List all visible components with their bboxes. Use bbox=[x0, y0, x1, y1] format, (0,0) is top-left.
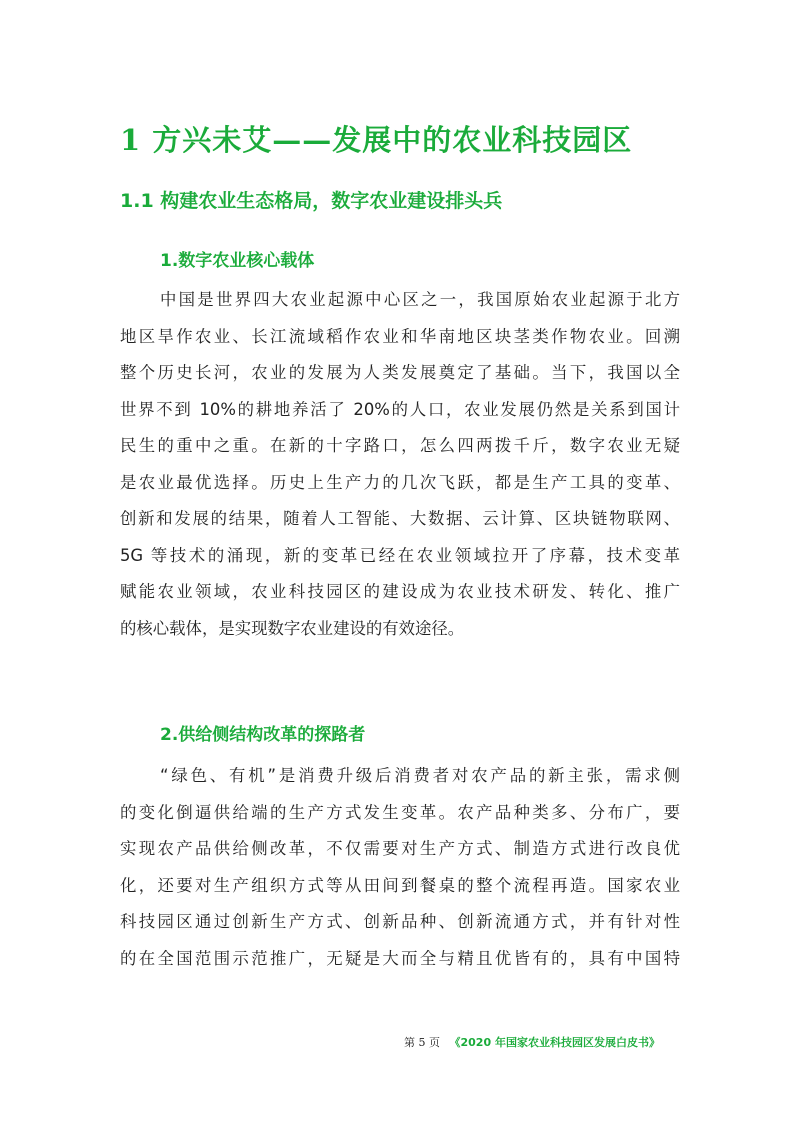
chapter-title: 1 方兴未艾——发展中的农业科技园区 bbox=[120, 123, 633, 157]
paragraph-line: “绿色、有机”是消费升级后消费者对农产品的新主张，需求侧 bbox=[160, 766, 680, 785]
paragraph-1 bbox=[120, 282, 680, 647]
paragraph-line: 中国是世界四大农业起源中心区之一，我国原始农业起源于北方 bbox=[160, 290, 680, 309]
paragraph-line: 世界不到 10%的耕地养活了 20%的人口，农业发展仍然是关系到国计 bbox=[120, 399, 680, 419]
paragraph-line: 的核心载体，是实现数字农业建设的有效途径。 bbox=[120, 618, 465, 638]
paragraph-line: 5G 等技术的涌现，新的变革已经在农业领域拉开了序幕，技术变革 bbox=[120, 545, 680, 565]
page-number: 第 5 页 bbox=[404, 1036, 440, 1049]
subsection-title-2: 2.供给侧结构改革的探路者 bbox=[160, 725, 366, 745]
page-footer bbox=[404, 1034, 660, 1050]
document-title: 《2020 年国家农业科技园区发展白皮书》 bbox=[449, 1036, 660, 1049]
paragraph-line: 的在全国范围示范推广，无疑是大而全与精且优皆有的，具有中国特 bbox=[120, 948, 680, 968]
paragraph-2 bbox=[120, 758, 680, 977]
paragraph-line: 创新和发展的结果，随着人工智能、大数据、云计算、区块链物联网、 bbox=[120, 509, 680, 528]
paragraph-line: 化，还要对生产组织方式等从田间到餐桌的整个流程再造。国家农业 bbox=[120, 875, 680, 895]
subsection-title-1: 1.数字农业核心载体 bbox=[160, 251, 315, 271]
paragraph-line: 的变化倒逼供给端的生产方式发生变革。农产品种类多、分布广，要 bbox=[120, 802, 680, 822]
section-title: 1.1 构建农业生态格局，数字农业建设排头兵 bbox=[120, 190, 503, 212]
paragraph-line: 是农业最优选择。历史上生产力的几次飞跃，都是生产工具的变革、 bbox=[120, 472, 680, 492]
paragraph-line: 科技园区通过创新生产方式、创新品种、创新流通方式，并有针对性 bbox=[120, 912, 680, 931]
paragraph-line: 整个历史长河，农业的发展为人类发展奠定了基础。当下，我国以全 bbox=[120, 363, 680, 382]
paragraph-line: 地区旱作农业、长江流域稻作农业和华南地区块茎类作物农业。回溯 bbox=[120, 326, 680, 346]
paragraph-line: 赋能农业领域，农业科技园区的建设成为农业技术研发、转化、推广 bbox=[120, 582, 680, 601]
paragraph-line: 民生的重中之重。在新的十字路口，怎么四两拨千斤，数字农业无疑 bbox=[120, 436, 680, 455]
paragraph-line: 实现农产品供给侧改革，不仅需要对生产方式、制造方式进行改良优 bbox=[120, 839, 680, 858]
